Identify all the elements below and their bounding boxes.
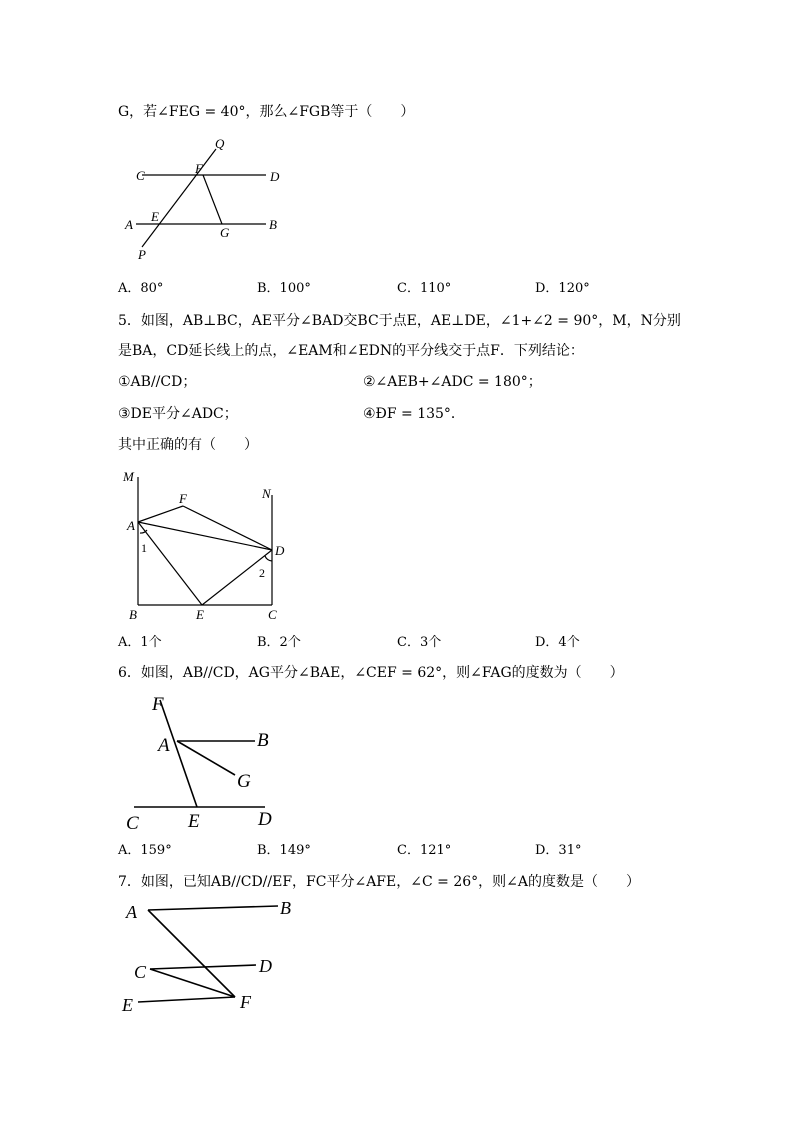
q6-line-ag [177,741,235,775]
q7-line-ef [138,997,235,1002]
q4-label-d: D [270,169,280,184]
q5-label-a: A [127,518,135,533]
q7-label-a: A [126,902,137,922]
q5-line-ae [138,522,202,605]
q7-stem: 7．如图，已知AB//CD//EF，FC平分∠AFE，∠C = 26°，则∠A的度数是（ ） [118,874,640,890]
q5-label-c: C [268,607,277,622]
q4-option-d: D．120° [535,281,590,296]
q6-label-c: C [126,813,139,834]
q5-label-d: D [275,543,285,558]
q4-label-c: C [136,168,145,183]
q6-option-b: B．149° [257,843,311,858]
q7-label-e: E [122,995,133,1015]
q7-line-cf [150,969,235,997]
q5-label-n: N [262,486,271,501]
q4-label-a: A [125,217,133,232]
q7-figure [120,898,305,1023]
q6-label-g: G [237,771,251,792]
q5-angle-2-arc [265,556,272,561]
q4-option-b: B．100° [257,281,311,296]
q5-conclusion-4: ④ÐF = 135°． [363,406,465,422]
q6-stem: 6．如图，AB//CD，AG平分∠BAE，∠CEF = 62°，则∠FAG的度数为（ ） [118,665,624,681]
q5-line-af [138,506,183,522]
q4-option-c: C．110° [397,281,452,296]
q4-line-fg [203,175,222,224]
q7-line-ab [148,906,278,910]
q5-conclusion-1: ①AB//CD； [118,374,197,390]
q5-label-2: 2 [259,566,265,580]
q7-label-d: D [259,956,272,976]
q5-line-fd [183,506,272,550]
q6-label-f: F [152,694,164,715]
q7-line-af [148,910,235,997]
q5-question: 其中正确的有（ ） [118,437,258,453]
q4-label-p: P [138,247,146,262]
q4-option-a: A．80° [118,281,164,296]
q7-label-c: C [134,962,147,982]
q6-label-e: E [188,811,200,832]
q4-label-q: Q [215,136,225,151]
q5-label-f: F [179,491,187,506]
q6-figure [122,692,292,837]
q4-figure [120,135,290,265]
q5-conclusion-2: ②∠AEB+∠ADC = 180°； [363,374,542,390]
q5-stem-line2: 是BA，CD延长线上的点，∠EAM和∠EDN的平分线交于点F．下列结论： [118,343,584,359]
q5-option-d: D．4个 [535,635,580,650]
q7-label-f: F [240,992,251,1012]
q5-option-a: A．1个 [118,635,162,650]
q5-label-e: E [196,607,204,622]
q5-line-ad [138,522,272,550]
q6-label-b: B [257,730,269,751]
q5-option-c: C．3个 [397,635,442,650]
q4-stem-tail: G，若∠FEG = 40°，那么∠FGB等于（ ） [118,104,415,120]
q5-label-b: B [129,607,137,622]
q5-option-b: B．2个 [257,635,301,650]
q4-label-e: E [151,209,159,224]
q5-conclusion-3: ③DE平分∠ADC； [118,406,238,422]
q6-option-c: C．121° [397,843,452,858]
q5-stem-line1: 5．如图，AB⊥BC，AE平分∠BAD交BC于点E，AE⊥DE，∠1+∠2 = 90°，M，N分别 [118,313,681,329]
q5-figure [120,465,295,625]
q5-label-m: M [123,469,134,484]
q4-label-b: B [269,217,277,232]
q6-label-d: D [258,809,272,830]
q4-label-g: G [220,225,230,240]
q4-label-f: F [195,161,203,176]
q5-label-1: 1 [141,541,147,555]
q7-label-b: B [280,898,291,918]
q6-label-a: A [158,735,170,756]
q6-option-d: D．31° [535,843,582,858]
q4-line-pq [142,149,216,247]
q6-option-a: A．159° [118,843,172,858]
